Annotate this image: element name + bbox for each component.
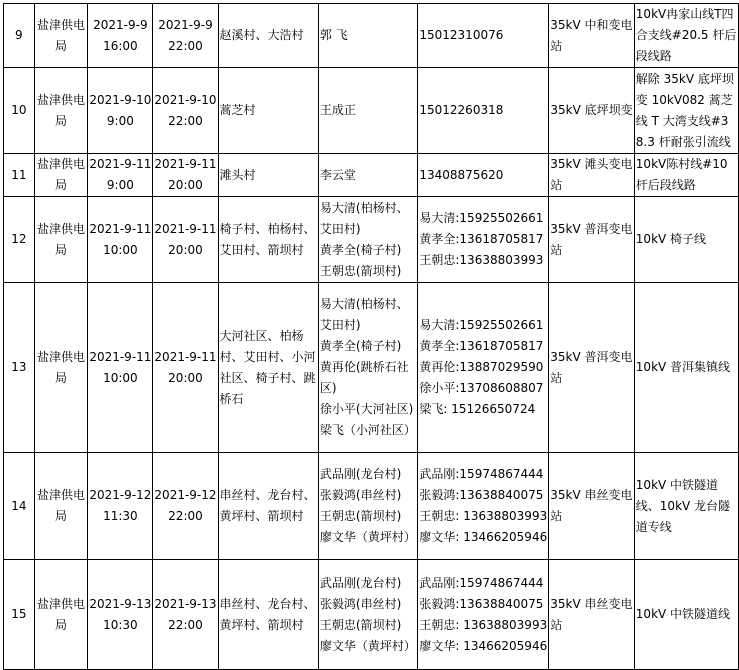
end-time bbox=[153, 68, 218, 154]
affected-area: 赵溪村、大浩村 bbox=[218, 4, 318, 68]
contact-line: 黄再伦(跳桥石社区) bbox=[319, 360, 409, 395]
phones-line: 王朝忠: 13638803993 bbox=[419, 509, 548, 523]
unit-cell: 盐津供电局 bbox=[34, 68, 88, 154]
end-line: 22:00 bbox=[168, 38, 203, 53]
line-name: 解除 35kV 底坪坝变 10kV082 蒿芝线 T 大湾支线#38.3 杆耐张引流线 bbox=[634, 68, 738, 154]
end-time bbox=[153, 4, 218, 68]
contact-line: 易大清(柏杨村、艾田村) bbox=[319, 200, 409, 236]
phones-line: 武品刚:15974867444 bbox=[419, 467, 544, 481]
start-line: 10:00 bbox=[103, 242, 138, 257]
start-line: 2021-9-12 bbox=[89, 488, 152, 502]
start-time bbox=[88, 560, 153, 670]
phones-line: 廖文华: 13466205946 bbox=[419, 638, 548, 653]
start-line: 2021-9-11 bbox=[89, 221, 152, 236]
end-line: 22:00 bbox=[168, 113, 203, 128]
phones bbox=[418, 4, 549, 68]
contact-line: 王朝忠(箭坝村) bbox=[319, 617, 402, 632]
start-time bbox=[88, 154, 153, 197]
start-line: 10:00 bbox=[103, 370, 138, 385]
row-number: 14 bbox=[4, 453, 35, 560]
contact-line: 廖文华（黄坪村） bbox=[319, 530, 416, 544]
end-line: 20:00 bbox=[168, 370, 203, 385]
line-name: 10kV 中铁隧道线 bbox=[634, 560, 738, 670]
contact-line: 梁飞（小河社区） bbox=[319, 423, 416, 437]
phones-line: 易大清:15925502661 bbox=[419, 318, 544, 332]
end-line: 2021-9-11 bbox=[154, 349, 217, 364]
contact-line: 徐小平(大河社区) bbox=[319, 402, 414, 416]
phones-line: 王朝忠: 13638803993 bbox=[419, 617, 548, 632]
contacts bbox=[318, 560, 417, 670]
row-number: 11 bbox=[4, 154, 35, 197]
phones-line: 易大清:15925502661 bbox=[419, 211, 544, 225]
phones bbox=[418, 154, 549, 197]
contact-line: 王朝忠(箭坝村) bbox=[319, 509, 402, 523]
phones bbox=[418, 453, 549, 560]
unit-cell: 盐津供电局 bbox=[34, 4, 88, 68]
phones bbox=[418, 560, 549, 670]
start-line: 10:30 bbox=[103, 617, 138, 632]
contact-line: 黄孝全(椅子村) bbox=[319, 339, 402, 353]
start-line: 2021-9-13 bbox=[89, 596, 152, 611]
line-name: 10kV 中铁隧道线、10kV 龙台隧道专线 bbox=[634, 453, 738, 560]
end-line: 2021-9-11 bbox=[154, 221, 217, 236]
contact-line: 李云堂 bbox=[319, 167, 356, 182]
affected-area: 串丝村、龙台村、黄坪村、箭坝村 bbox=[218, 453, 318, 560]
phones-line: 武品刚:15974867444 bbox=[419, 575, 544, 590]
unit-cell: 盐津供电局 bbox=[34, 154, 88, 197]
substation: 35kV 普洱变电站 bbox=[549, 283, 635, 453]
affected-area: 滩头村 bbox=[218, 154, 318, 197]
end-line: 2021-9-13 bbox=[154, 596, 217, 611]
substation: 35kV 底坪坝变 bbox=[549, 68, 635, 154]
phones-line: 15012260318 bbox=[419, 103, 504, 117]
line-name: 10kV陈村线#10 杆后段线路 bbox=[634, 154, 738, 197]
start-time bbox=[88, 4, 153, 68]
start-line: 9:00 bbox=[106, 178, 134, 192]
end-time bbox=[153, 154, 218, 197]
end-line: 2021-9-10 bbox=[154, 92, 217, 107]
phones-line: 黄孝全:13618705817 bbox=[419, 232, 544, 246]
start-line: 9:00 bbox=[106, 113, 134, 128]
line-name: 10kV 普洱集镇线 bbox=[634, 283, 738, 453]
unit-cell: 盐津供电局 bbox=[34, 560, 88, 670]
substation: 35kV 中和变电站 bbox=[549, 4, 635, 68]
table-row bbox=[4, 197, 739, 283]
end-line: 20:00 bbox=[168, 178, 203, 192]
row-number: 13 bbox=[4, 283, 35, 453]
contacts bbox=[318, 453, 417, 560]
contact-line: 王成正 bbox=[319, 103, 356, 117]
outage-table bbox=[3, 3, 739, 670]
affected-area: 串丝村、龙台村、黄坪村、箭坝村 bbox=[218, 560, 318, 670]
start-line: 2021-9-11 bbox=[89, 349, 152, 364]
contact-line: 郭 飞 bbox=[319, 28, 348, 42]
phones-line: 15012310076 bbox=[419, 28, 504, 42]
contact-line: 廖文华（黄坪村） bbox=[319, 638, 416, 653]
start-line: 2021-9-11 bbox=[89, 157, 152, 171]
start-time bbox=[88, 283, 153, 453]
end-line: 22:00 bbox=[168, 617, 203, 632]
end-time bbox=[153, 453, 218, 560]
end-time bbox=[153, 283, 218, 453]
start-line: 16:00 bbox=[103, 38, 138, 53]
end-line: 2021-9-9 bbox=[158, 17, 213, 32]
phones bbox=[418, 283, 549, 453]
substation: 35kV 滩头变电站 bbox=[549, 154, 635, 197]
phones-line: 黄孝全:13618705817 bbox=[419, 339, 544, 353]
contact-line: 张毅鸿(串丝村) bbox=[319, 596, 402, 611]
end-line: 20:00 bbox=[168, 242, 203, 257]
substation: 35kV 普洱变电站 bbox=[549, 197, 635, 283]
contacts bbox=[318, 4, 417, 68]
affected-area: 大河社区、柏杨村、艾田村、小河社区、椅子村、跳桥石 bbox=[218, 283, 318, 453]
line-name: 10kV冉家山线T四合支线#20.5 杆后段线路 bbox=[634, 4, 738, 68]
phones-line: 徐小平:13708608807 bbox=[419, 381, 544, 395]
phones-line: 王朝忠:13638803993 bbox=[419, 253, 544, 267]
end-time bbox=[153, 197, 218, 283]
affected-area: 椅子村、柏杨村、艾田村、箭坝村 bbox=[218, 197, 318, 283]
phones-line: 张毅鸿:13638840075 bbox=[419, 596, 544, 611]
phones bbox=[418, 197, 549, 283]
row-number: 10 bbox=[4, 68, 35, 154]
table-row bbox=[4, 560, 739, 670]
contact-line: 王朝忠(箭坝村) bbox=[319, 263, 402, 278]
phones-line: 黄再伦:13887029590 bbox=[419, 360, 544, 374]
substation: 35kV 串丝变电站 bbox=[549, 560, 635, 670]
row-number: 12 bbox=[4, 197, 35, 283]
end-line: 2021-9-11 bbox=[154, 157, 217, 171]
line-name: 10kV 椅子线 bbox=[634, 197, 738, 283]
table-row bbox=[4, 4, 739, 68]
row-number: 15 bbox=[4, 560, 35, 670]
table-row bbox=[4, 154, 739, 197]
start-time bbox=[88, 197, 153, 283]
phones bbox=[418, 68, 549, 154]
phones-line: 13408875620 bbox=[419, 167, 504, 182]
start-time bbox=[88, 68, 153, 154]
table-row bbox=[4, 283, 739, 453]
affected-area: 蒿芝村 bbox=[218, 68, 318, 154]
substation: 35kV 串丝变电站 bbox=[549, 453, 635, 560]
phones-line: 张毅鸿:13638840075 bbox=[419, 488, 544, 502]
contacts bbox=[318, 154, 417, 197]
row-number: 9 bbox=[4, 4, 35, 68]
contact-line: 易大清(柏杨村、艾田村) bbox=[319, 297, 409, 332]
start-line: 11:30 bbox=[103, 509, 138, 523]
contact-line: 张毅鸿(串丝村) bbox=[319, 488, 402, 502]
table-row bbox=[4, 68, 739, 154]
start-time bbox=[88, 453, 153, 560]
unit-cell: 盐津供电局 bbox=[34, 453, 88, 560]
unit-cell: 盐津供电局 bbox=[34, 283, 88, 453]
end-line: 22:00 bbox=[168, 509, 203, 523]
start-line: 2021-9-9 bbox=[93, 17, 148, 32]
end-time bbox=[153, 560, 218, 670]
contact-line: 武品刚(龙台村) bbox=[319, 575, 402, 590]
contact-line: 黄孝全(椅子村) bbox=[319, 242, 402, 257]
contact-line: 武品刚(龙台村) bbox=[319, 467, 402, 481]
end-line: 2021-9-12 bbox=[154, 488, 217, 502]
contacts bbox=[318, 68, 417, 154]
table-row bbox=[4, 453, 739, 560]
unit-cell: 盐津供电局 bbox=[34, 197, 88, 283]
contacts bbox=[318, 197, 417, 283]
contacts bbox=[318, 283, 417, 453]
start-line: 2021-9-10 bbox=[89, 92, 152, 107]
phones-line: 梁飞: 15126650724 bbox=[419, 402, 536, 416]
phones-line: 廖文华: 13466205946 bbox=[419, 530, 548, 544]
